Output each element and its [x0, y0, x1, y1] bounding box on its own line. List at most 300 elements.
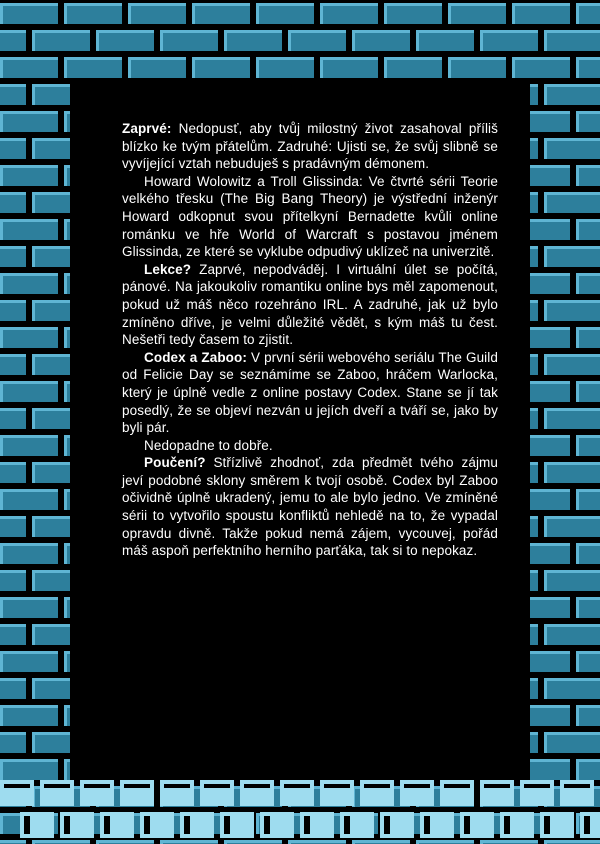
brick-highlight	[576, 651, 600, 654]
brick-highlight	[544, 678, 547, 699]
brick-highlight	[480, 840, 483, 844]
brick-highlight	[576, 381, 600, 384]
brick-highlight	[0, 381, 3, 402]
brick	[0, 489, 58, 510]
brick	[384, 3, 442, 24]
brick	[544, 192, 600, 213]
floor-block-shade	[404, 784, 430, 788]
brick-highlight	[576, 327, 579, 348]
floor-block-shade	[144, 816, 150, 834]
brick	[448, 3, 506, 24]
brick-highlight	[544, 138, 547, 159]
brick-highlight	[512, 3, 570, 6]
brick-highlight	[32, 570, 35, 591]
brick-highlight	[480, 30, 483, 51]
brick-highlight	[544, 732, 547, 753]
brick-highlight	[0, 3, 3, 24]
brick-highlight	[0, 543, 3, 564]
brick	[64, 3, 122, 24]
brick-highlight	[0, 435, 3, 456]
brick-highlight	[544, 84, 547, 105]
brick-highlight	[544, 300, 547, 321]
paragraph-1-body: Nedopusť, aby tvůj milostný život zasahoval příliš blízko ke tvým přátelům. Zadruhé: Ujisti se, že svůj slibně se vyvíjející vztah nebuduješ s pradávným démonem.	[122, 121, 498, 172]
floor-block-shade	[84, 784, 110, 788]
brick-highlight	[0, 165, 3, 186]
brick-highlight	[544, 246, 600, 249]
paragraph-3-lead: Lekce?	[144, 261, 192, 277]
brick-highlight	[32, 30, 90, 33]
brick	[0, 219, 58, 240]
brick	[544, 678, 600, 699]
brick-highlight	[64, 219, 67, 240]
floor-block	[560, 780, 594, 806]
brick	[0, 705, 58, 726]
brick	[512, 57, 570, 78]
brick-highlight	[448, 57, 506, 60]
brick-highlight	[0, 327, 58, 330]
brick	[0, 273, 58, 294]
brick-highlight	[544, 732, 600, 735]
brick-highlight	[128, 57, 186, 60]
brick	[576, 3, 600, 24]
brick-highlight	[544, 192, 547, 213]
brick	[0, 435, 58, 456]
brick-highlight	[0, 678, 26, 681]
brick-highlight	[224, 840, 227, 844]
brick	[576, 165, 600, 186]
brick-highlight	[96, 30, 154, 33]
brick-highlight	[288, 30, 346, 33]
brick-highlight	[512, 57, 515, 78]
brick-highlight	[128, 57, 131, 78]
brick-highlight	[224, 30, 227, 51]
brick-highlight	[256, 813, 259, 834]
brick-highlight	[0, 57, 58, 60]
brick-highlight	[544, 300, 600, 303]
brick-highlight	[544, 84, 600, 87]
brick	[0, 732, 26, 753]
brick-highlight	[0, 651, 58, 654]
brick-highlight	[448, 57, 451, 78]
brick-highlight	[576, 813, 579, 834]
brick	[576, 273, 600, 294]
brick-highlight	[0, 570, 26, 573]
brick-highlight	[32, 516, 35, 537]
brick-highlight	[32, 246, 35, 267]
brick-highlight	[128, 3, 186, 6]
brick-highlight	[544, 516, 547, 537]
brick-highlight	[448, 3, 451, 24]
brick-highlight	[32, 624, 35, 645]
brick-highlight	[32, 678, 35, 699]
brick	[0, 516, 26, 537]
brick	[544, 354, 600, 375]
brick-highlight	[256, 57, 314, 60]
paragraph-4-lead: Codex a Zaboo:	[144, 349, 247, 365]
brick-highlight	[576, 597, 600, 600]
brick-highlight	[352, 30, 410, 33]
brick-highlight	[544, 138, 600, 141]
brick-highlight	[544, 840, 600, 843]
floor-block-shade	[264, 816, 270, 834]
brick-highlight	[64, 3, 122, 6]
brick-highlight	[288, 840, 291, 844]
floor-block-shade	[324, 784, 350, 788]
brick	[0, 30, 26, 51]
brick-highlight	[576, 489, 579, 510]
brick-highlight	[160, 30, 218, 33]
brick-highlight	[416, 30, 474, 33]
brick-highlight	[0, 705, 3, 726]
paragraph-3	[122, 261, 498, 349]
paragraph-6-lead: Poučení?	[144, 455, 206, 471]
brick	[64, 57, 122, 78]
brick	[576, 111, 600, 132]
brick	[576, 381, 600, 402]
brick	[0, 759, 58, 780]
brick-highlight	[0, 219, 58, 222]
brick	[544, 138, 600, 159]
brick-highlight	[0, 732, 26, 735]
brick	[192, 57, 250, 78]
brick-highlight	[512, 57, 570, 60]
brick	[0, 381, 58, 402]
brick	[0, 192, 26, 213]
brick-highlight	[0, 84, 26, 87]
brick-highlight	[0, 30, 26, 33]
brick-highlight	[352, 30, 355, 51]
brick-highlight	[544, 678, 600, 681]
brick-highlight	[576, 3, 579, 24]
brick-highlight	[0, 705, 58, 708]
floor-block-shade	[44, 784, 70, 788]
brick-highlight	[0, 111, 3, 132]
brick-highlight	[224, 30, 282, 33]
brick-highlight	[288, 30, 291, 51]
brick-highlight	[0, 489, 3, 510]
brick	[0, 543, 58, 564]
brick	[0, 327, 58, 348]
floor-block-shade	[184, 816, 190, 834]
brick-highlight	[416, 840, 419, 844]
brick-highlight	[576, 435, 600, 438]
floor-block	[480, 780, 514, 806]
brick-highlight	[544, 624, 600, 627]
brick-highlight	[0, 489, 58, 492]
floor-block-shade	[564, 784, 590, 788]
brick	[0, 408, 26, 429]
paragraph-3-body: Zaprvé, nepodváděj. I virtuální úlet se počítá, pánové. Na jakoukoliv romantiku online bys měl zapomenout, pokud už máš něco rozehráno IRL. A zadruhé, jak už bylo zmíněno dříve, je velmi důležité vědět, s kým máš tu čest. Nešetři tedy časem to zjistit.	[122, 261, 498, 348]
brick	[544, 84, 600, 105]
brick	[352, 30, 410, 51]
brick	[544, 462, 600, 483]
brick-highlight	[192, 57, 250, 60]
brick	[576, 759, 600, 780]
brick-highlight	[64, 327, 67, 348]
brick	[576, 435, 600, 456]
brick	[160, 30, 218, 51]
brick-highlight	[448, 3, 506, 6]
floor-block-shade	[344, 816, 350, 834]
brick	[0, 111, 58, 132]
brick-highlight	[320, 3, 378, 6]
brick	[0, 300, 26, 321]
brick	[544, 246, 600, 267]
brick-highlight	[544, 408, 600, 411]
brick-highlight	[64, 381, 67, 402]
brick	[0, 138, 26, 159]
brick	[0, 84, 26, 105]
brick-highlight	[0, 57, 3, 78]
brick	[96, 30, 154, 51]
brick	[0, 354, 26, 375]
floor-block-shade	[104, 816, 110, 834]
brick-highlight	[576, 327, 600, 330]
brick	[544, 624, 600, 645]
brick-highlight	[0, 759, 58, 762]
brick	[0, 678, 26, 699]
floor-block	[80, 780, 114, 806]
brick-highlight	[576, 219, 600, 222]
floor-block	[360, 780, 394, 806]
brick-highlight	[544, 570, 547, 591]
brick	[512, 3, 570, 24]
brick-highlight	[96, 840, 99, 844]
brick-highlight	[576, 381, 579, 402]
brick-highlight	[0, 192, 26, 195]
floor-block	[520, 780, 554, 806]
brick-highlight	[576, 165, 600, 168]
brick-highlight	[0, 543, 58, 546]
brick-highlight	[384, 3, 387, 24]
brick-highlight	[544, 354, 600, 357]
brick-highlight	[288, 840, 346, 843]
floor-block-shade	[544, 816, 550, 834]
floor-block	[120, 780, 154, 806]
brick	[0, 57, 58, 78]
brick	[576, 705, 600, 726]
floor-block	[440, 780, 474, 806]
paragraph-2	[122, 173, 498, 261]
brick-highlight	[0, 435, 58, 438]
brick	[0, 3, 58, 24]
floor-block-shade	[24, 816, 30, 834]
brick-highlight	[64, 57, 67, 78]
brick	[320, 57, 378, 78]
brick-highlight	[192, 3, 250, 6]
brick-highlight	[0, 354, 26, 357]
brick	[0, 651, 58, 672]
brick-highlight	[64, 273, 67, 294]
brick	[128, 3, 186, 24]
brick-highlight	[64, 435, 67, 456]
brick-highlight	[0, 408, 26, 411]
brick-highlight	[576, 705, 579, 726]
brick-highlight	[576, 543, 600, 546]
brick-highlight	[0, 300, 26, 303]
brick	[0, 570, 26, 591]
brick-highlight	[576, 57, 600, 60]
brick-highlight	[544, 354, 547, 375]
floor-block-shade	[444, 784, 470, 788]
floor-block-shade	[424, 816, 430, 834]
brick-highlight	[0, 759, 3, 780]
paragraph-5	[122, 437, 498, 455]
floor-block-shade	[124, 784, 150, 788]
floor-block-shade	[464, 816, 470, 834]
paragraph-6	[122, 454, 498, 560]
paragraph-4	[122, 349, 498, 437]
brick-highlight	[544, 30, 547, 51]
brick-highlight	[544, 840, 547, 844]
floor-block	[40, 780, 74, 806]
brick-highlight	[160, 840, 218, 843]
brick	[576, 57, 600, 78]
brick-highlight	[192, 3, 195, 24]
paragraph-1	[122, 120, 498, 173]
brick-highlight	[544, 462, 547, 483]
brick-highlight	[320, 57, 323, 78]
brick-highlight	[0, 327, 3, 348]
floor-block-shade	[584, 816, 590, 834]
floor-block	[0, 780, 34, 806]
brick	[256, 3, 314, 24]
floor-block-shade	[224, 816, 230, 834]
brick-highlight	[32, 408, 35, 429]
brick-highlight	[576, 759, 600, 762]
brick-highlight	[576, 597, 579, 618]
brick	[576, 219, 600, 240]
brick	[192, 3, 250, 24]
brick-highlight	[64, 489, 67, 510]
brick-highlight	[480, 30, 538, 33]
brick-highlight	[0, 273, 3, 294]
brick-highlight	[352, 840, 410, 843]
brick-highlight	[384, 3, 442, 6]
floor-block	[240, 780, 274, 806]
brick-highlight	[576, 165, 579, 186]
brick-highlight	[0, 516, 26, 519]
brick-highlight	[576, 489, 600, 492]
brick	[0, 624, 26, 645]
brick	[256, 57, 314, 78]
brick-highlight	[0, 273, 58, 276]
floor-block-shade	[524, 784, 550, 788]
brick	[480, 30, 538, 51]
brick	[0, 165, 58, 186]
brick	[0, 462, 26, 483]
floor-block	[280, 780, 314, 806]
brick-highlight	[0, 111, 58, 114]
brick-highlight	[192, 57, 195, 78]
brick	[544, 732, 600, 753]
brick-highlight	[256, 3, 314, 6]
brick-highlight	[0, 381, 58, 384]
brick-highlight	[32, 840, 90, 843]
brick-highlight	[384, 57, 387, 78]
brick	[384, 57, 442, 78]
brick-highlight	[576, 3, 600, 6]
floor-block-shade	[244, 784, 270, 788]
brick-highlight	[576, 759, 579, 780]
brick	[416, 30, 474, 51]
floor-block-shade	[64, 816, 70, 834]
brick	[576, 327, 600, 348]
brick-highlight	[0, 462, 26, 465]
floor-block-shade	[364, 784, 390, 788]
brick	[544, 516, 600, 537]
brick	[224, 30, 282, 51]
brick	[544, 570, 600, 591]
brick-highlight	[32, 30, 35, 51]
floor-block-shade	[484, 784, 510, 788]
brick-highlight	[224, 840, 282, 843]
brick-highlight	[576, 705, 600, 708]
brick-highlight	[128, 3, 131, 24]
brick-highlight	[0, 246, 26, 249]
brick	[288, 30, 346, 51]
brick-highlight	[32, 354, 35, 375]
brick	[32, 30, 90, 51]
brick-highlight	[160, 30, 163, 51]
brick-highlight	[0, 219, 3, 240]
brick	[576, 543, 600, 564]
article-text	[122, 120, 498, 560]
paragraph-6-body: Střízlivě zhodnoť, zda předmět tvého zájmu jeví podobné sklony směrem k tvojí osobě. Codex byl Zaboo očividně úplně ukradený, jemu to ale bylo jedno. Ve zmíněné sérii to vytvořilo spoustu konfliktů nehledě na to, že vypadal opravdu divně. Takže pokud nemá zájem, vycouvej, pořád máš aspoň perfektního herního parťáka, tak si to nepokaz.	[122, 455, 498, 559]
brick-highlight	[256, 57, 259, 78]
brick-highlight	[576, 543, 579, 564]
brick-highlight	[416, 840, 474, 843]
brick-highlight	[64, 705, 67, 726]
brick-highlight	[160, 840, 163, 844]
brick-highlight	[64, 165, 67, 186]
brick-highlight	[32, 840, 35, 844]
brick-highlight	[320, 57, 378, 60]
brick-highlight	[32, 192, 35, 213]
brick-highlight	[576, 57, 579, 78]
paragraph-5-body: Nedopadne to dobře.	[144, 437, 273, 453]
floor-block-shade	[204, 784, 230, 788]
floor-block	[160, 780, 194, 806]
floor-block-shade	[304, 816, 310, 834]
paragraph-2-body: Howard Wolowitz a Troll Glissinda: Ve čtvrté sérii Teorie velkého třesku (The Big Bang Theory) je výstřední inženýr Howard odkopnut svou přítelkyní Bernadette kvůli online románku ve hře World of Warcraft s postavou jménem Glissinda, ze které se vyklube odpudivý uklízeč na univerzitě.	[122, 173, 498, 260]
brick-highlight	[96, 840, 154, 843]
brick-highlight	[32, 462, 35, 483]
brick	[0, 597, 58, 618]
brick-highlight	[544, 570, 600, 573]
brick	[320, 3, 378, 24]
brick-highlight	[576, 111, 600, 114]
brick-highlight	[0, 651, 3, 672]
floor-block	[320, 780, 354, 806]
brick-highlight	[0, 624, 26, 627]
brick-highlight	[64, 543, 67, 564]
brick-highlight	[544, 462, 600, 465]
brick-highlight	[32, 300, 35, 321]
brick-highlight	[64, 57, 122, 60]
brick-highlight	[32, 84, 35, 105]
brick	[576, 489, 600, 510]
brick-highlight	[576, 273, 579, 294]
brick-highlight	[0, 165, 58, 168]
floor-block-shade	[4, 784, 30, 788]
brick	[128, 57, 186, 78]
brick-highlight	[544, 516, 600, 519]
brick-highlight	[0, 597, 3, 618]
floor-block-shade	[384, 816, 390, 834]
brick-highlight	[64, 759, 67, 780]
brick-highlight	[576, 435, 579, 456]
